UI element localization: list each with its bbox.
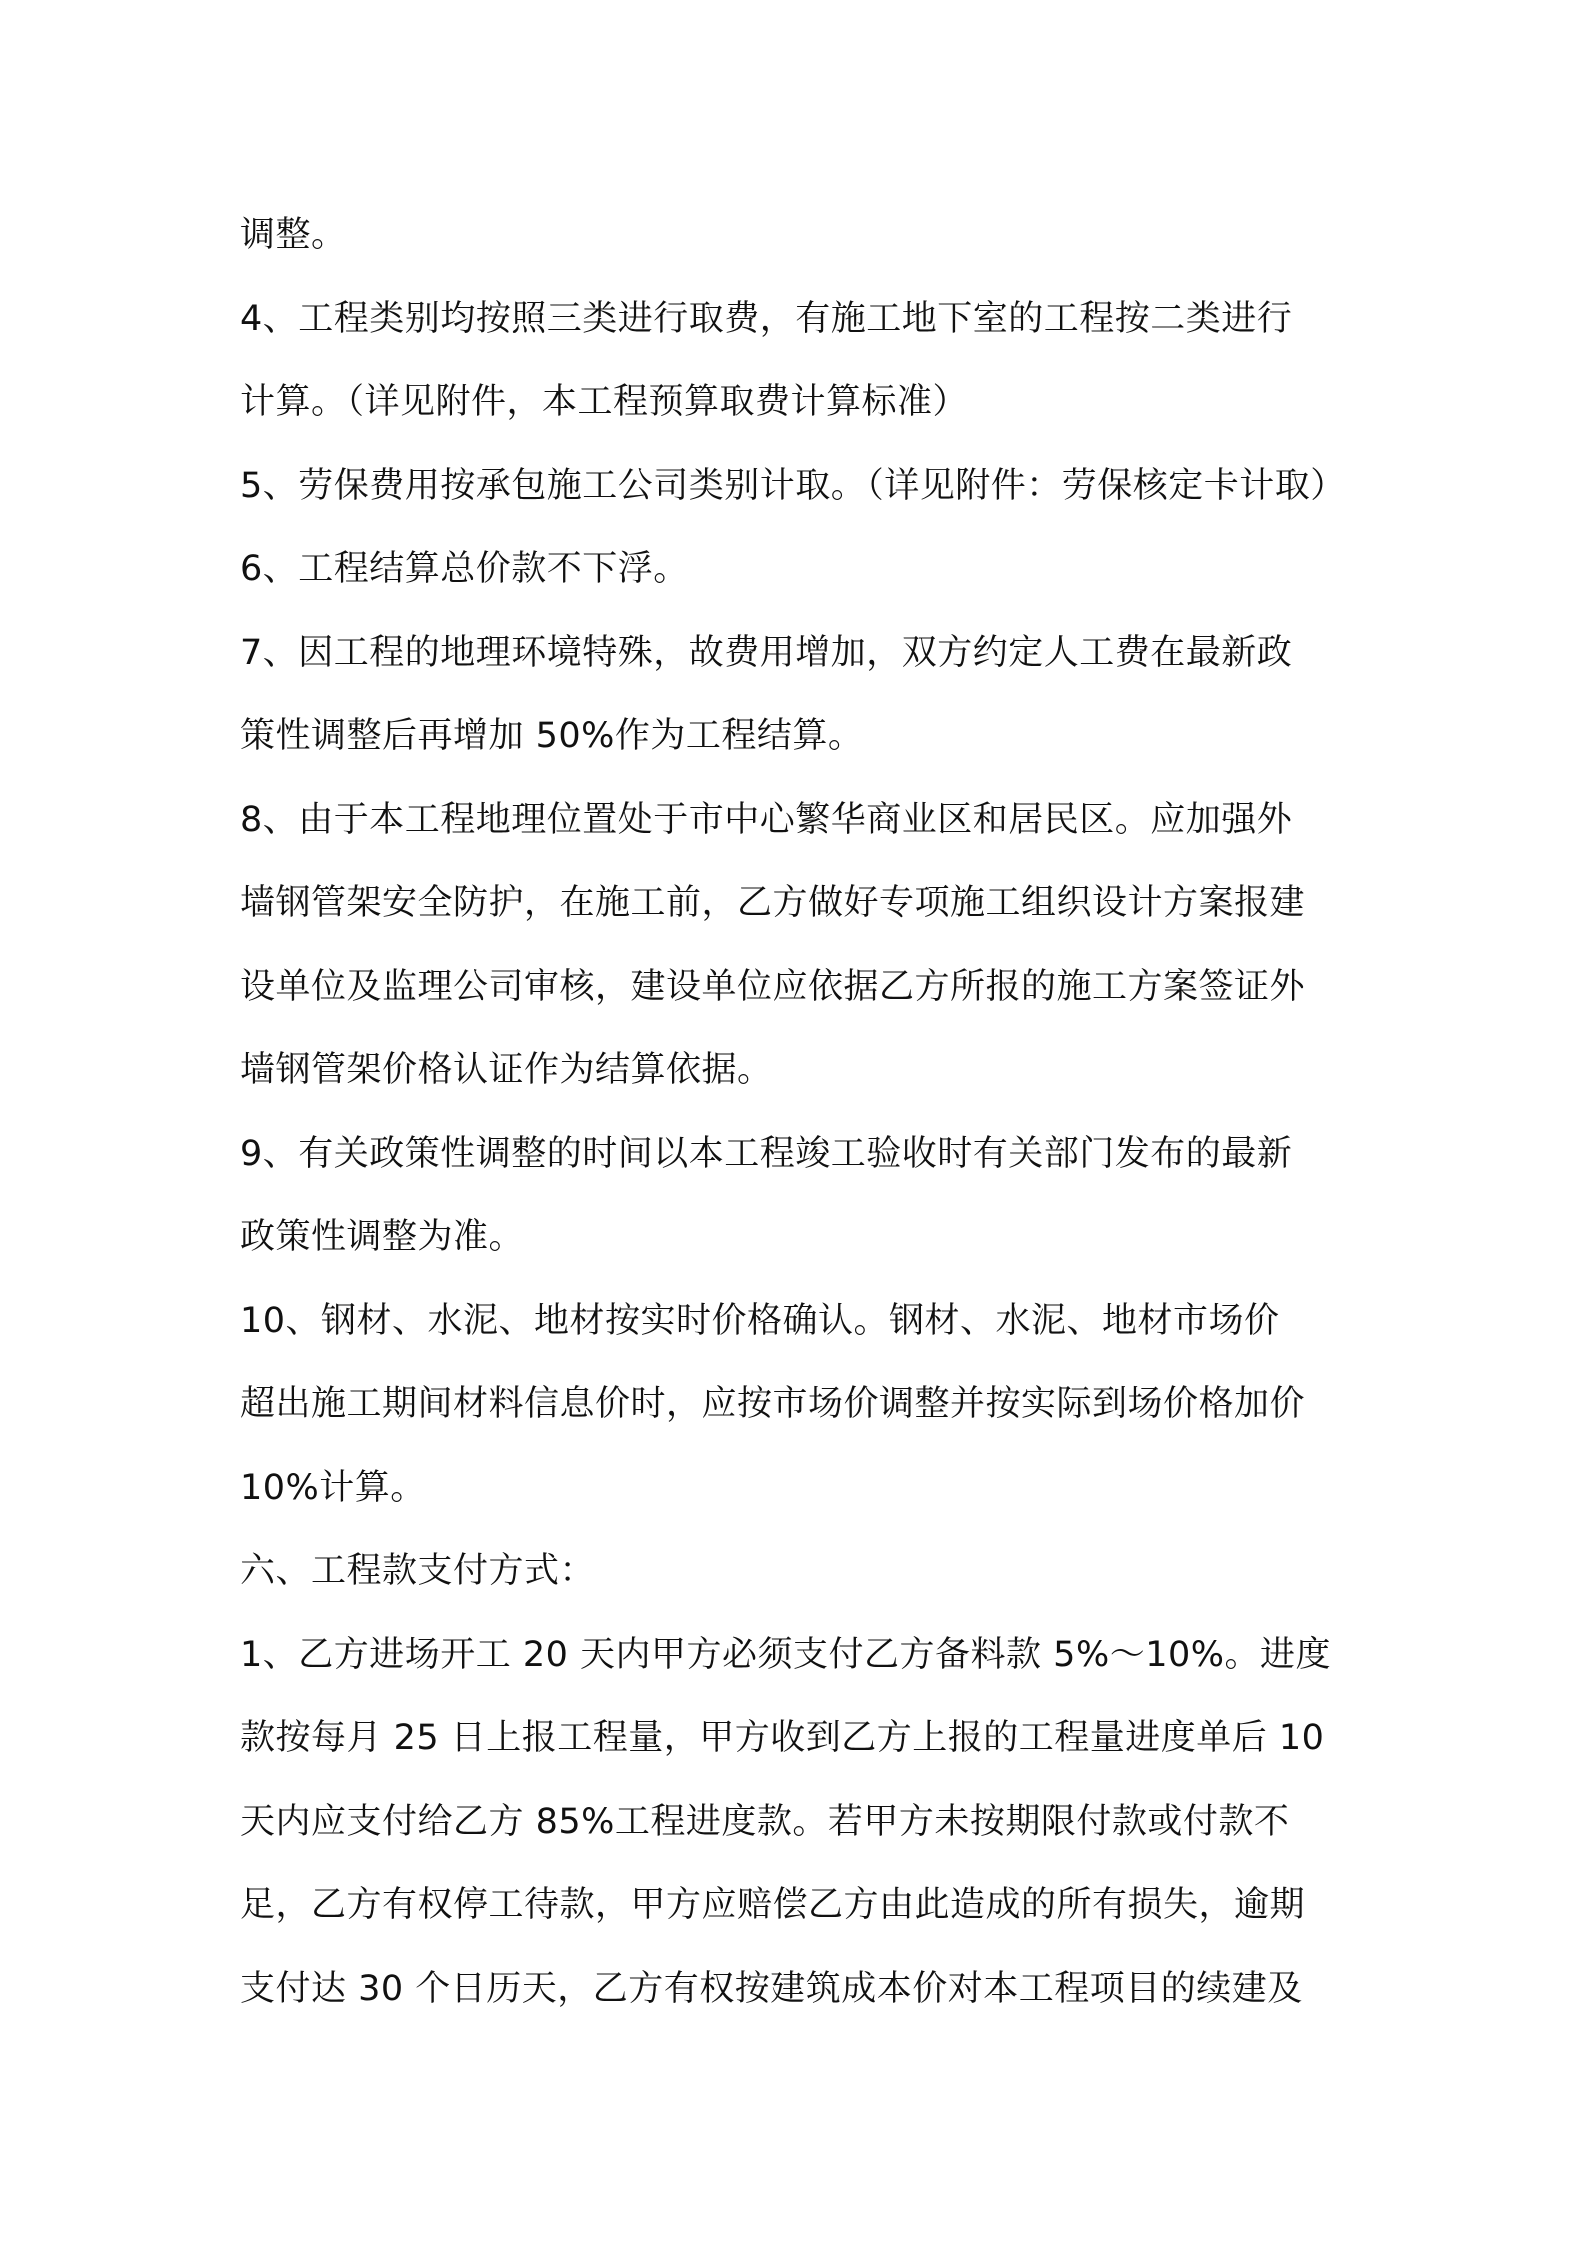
- section-heading: 六、工程款支付方式：: [240, 1551, 596, 1591]
- text-line-10: 设单位及监理公司审核，建设单位应依据乙方所报的施工方案签证外: [240, 966, 1306, 1007]
- text-line-13: 政策性调整为准。: [240, 1217, 525, 1257]
- text-line-9: 墙钢管架安全防护，在施工前，乙方做好专项施工组织设计方案报建: [240, 883, 1306, 923]
- text-line-11: 墙钢管架价格认证作为结算依据。: [240, 1050, 773, 1090]
- text-line-4: 5、劳保费用按承包施工公司类别计取。（详见附件：劳保核定卡计取）: [240, 465, 1346, 506]
- text-line-18: 1、乙方进场开工 20 天内甲方必须支付乙方备料款 5%～10%。进度: [240, 1634, 1332, 1675]
- text-line-1: 调整。: [240, 215, 347, 255]
- contract-text-block: [240, 194, 1350, 2031]
- text-line-16: 10%计算。: [240, 1467, 426, 1508]
- text-line-7: 策性调整后再增加 50%作为工程结算。: [240, 716, 864, 756]
- text-line-8: 8、由于本工程地理位置处于市中心繁华商业区和居民区。应加强外: [240, 799, 1293, 840]
- text-line-21: 足，乙方有权停工待款，甲方应赔偿乙方由此造成的所有损失，逾期: [240, 1885, 1306, 1925]
- text-line-15: 超出施工期间材料信息价时，应按市场价调整并按实际到场价格加价: [240, 1384, 1306, 1424]
- text-line-5: 6、工程结算总价款不下浮。: [240, 549, 689, 589]
- text-line-19: 款按每月 25 日上报工程量，甲方收到乙方上报的工程量进度单后 10: [240, 1718, 1325, 1758]
- text-line-6: 7、因工程的地理环境特殊，故费用增加，双方约定人工费在最新政: [240, 632, 1293, 673]
- text-line-12: 9、有关政策性调整的时间以本工程竣工验收时有关部门发布的最新: [240, 1133, 1293, 1174]
- text-line-14: 10、钢材、水泥、地材按实时价格确认。钢材、水泥、地材市场价: [240, 1300, 1280, 1341]
- text-line-20: 天内应支付给乙方 85%工程进度款。若甲方未按期限付款或付款不: [240, 1801, 1290, 1842]
- text-line-3: 计算。（详见附件，本工程预算取费计算标准）: [240, 382, 969, 422]
- text-line-2: 4、工程类别均按照三类进行取费，有施工地下室的工程按二类进行: [240, 298, 1293, 339]
- text-line-22: 支付达 30 个日历天，乙方有权按建筑成本价对本工程项目的续建及: [240, 1968, 1303, 2009]
